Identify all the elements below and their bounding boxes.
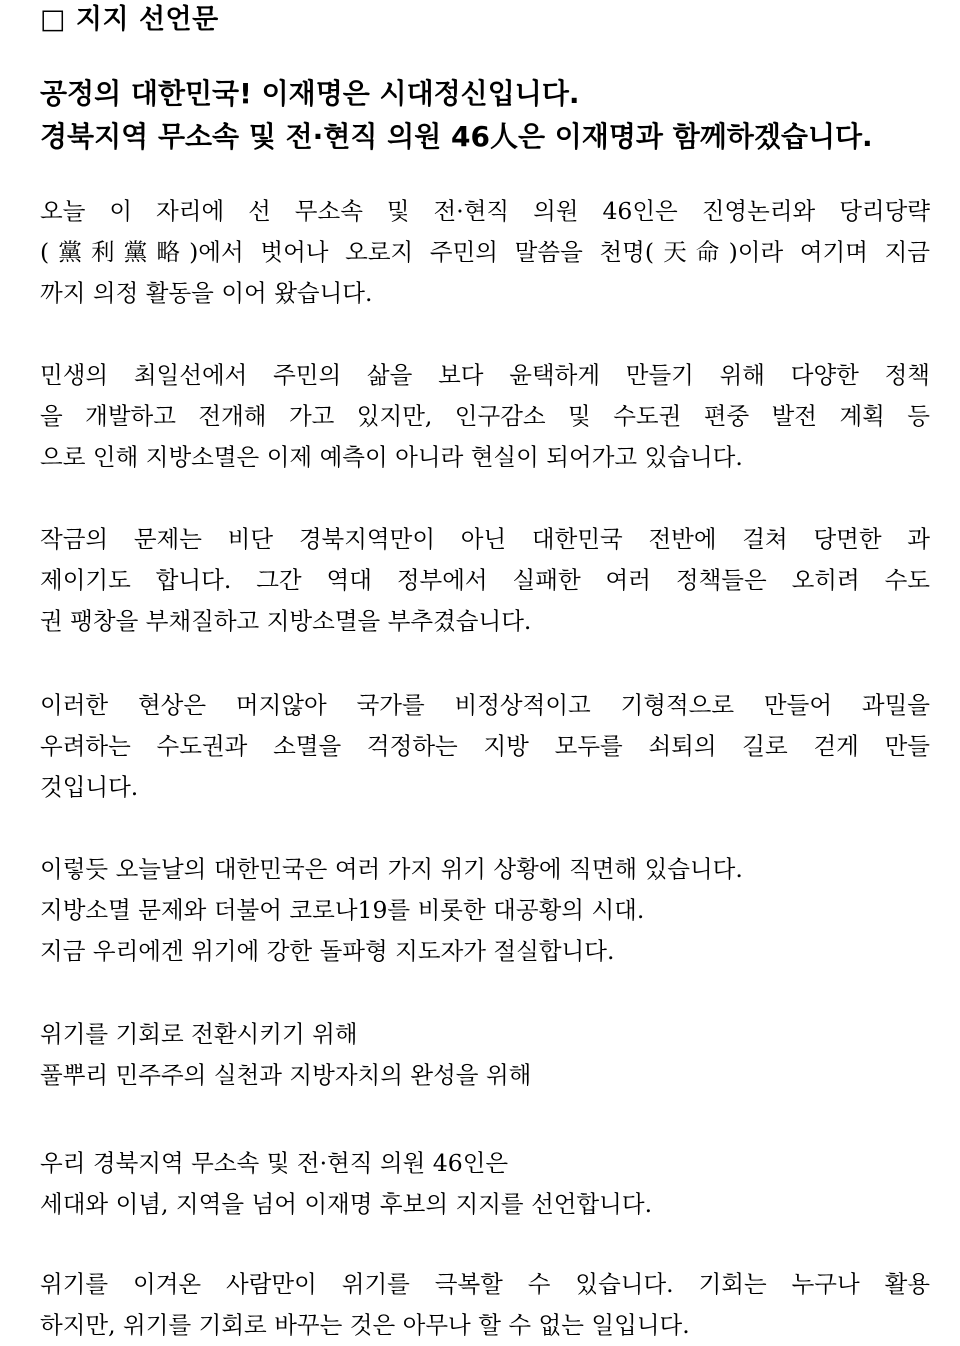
paragraph-line: 지금 우리에겐 위기에 강한 돌파형 지도자가 절실합니다. xyxy=(40,937,615,965)
paragraph-line: 을 개발하고 전개해 가고 있지만, 인구감소 및 수도권 편중 발전 계획 등 xyxy=(40,402,930,430)
section-title: □ 지지 선언문 xyxy=(40,4,219,35)
paragraph-line: 민생의 최일선에서 주민의 삶을 보다 윤택하게 만들기 위해 다양한 정책 xyxy=(40,361,930,389)
paragraph-5 xyxy=(40,849,930,972)
paragraph-line: 위기를 기회로 전환시키기 위해 xyxy=(40,1020,358,1048)
paragraph-4 xyxy=(40,685,930,808)
paragraph-3 xyxy=(40,519,930,642)
paragraph-line: 으로 인해 지방소멸은 이제 예측이 아니라 현실이 되어가고 있습니다. xyxy=(40,443,743,471)
paragraph-1 xyxy=(40,191,930,314)
paragraph-6 xyxy=(40,1014,930,1096)
paragraph-line: 까지 의정 활동을 이어 왔습니다. xyxy=(40,279,373,307)
paragraph-line: 오늘 이 자리에 선 무소속 및 전·현직 의원 46인은 진영논리와 당리당략 xyxy=(40,197,930,225)
headline-declaration: 경북지역 무소속 및 전·현직 의원 46人은 이재명과 함께하겠습니다. xyxy=(40,120,873,153)
paragraph-line: 우려하는 수도권과 소멸을 걱정하는 지방 모두를 쇠퇴의 길로 걷게 만들 xyxy=(40,732,930,760)
paragraph-line: 것입니다. xyxy=(40,773,139,801)
paragraph-line: 세대와 이념, 지역을 넘어 이재명 후보의 지지를 선언합니다. xyxy=(40,1190,653,1218)
paragraph-line: (黨利黨略)에서 벗어나 오로지 주민의 말씀을 천명(天命)이라 여기며 지금 xyxy=(40,238,930,266)
paragraph-line: 풀뿌리 민주주의 실천과 지방자치의 완성을 위해 xyxy=(40,1061,532,1089)
paragraph-2 xyxy=(40,355,930,478)
paragraph-line: 이러한 현상은 머지않아 국가를 비정상적이고 기형적으로 만들어 과밀을 xyxy=(40,691,930,719)
paragraph-line: 제이기도 합니다. 그간 역대 정부에서 실패한 여러 정책들은 오히려 수도 xyxy=(40,566,930,594)
paragraph-line: 하지만, 위기를 기회로 바꾸는 것은 아무나 할 수 없는 일입니다. xyxy=(40,1311,690,1339)
paragraph-line: 위기를 이겨온 사람만이 위기를 극복할 수 있습니다. 기회는 누구나 활용 xyxy=(40,1270,930,1298)
headline-slogan: 공정의 대한민국! 이재명은 시대정신입니다. xyxy=(40,77,580,110)
paragraph-line: 이렇듯 오늘날의 대한민국은 여러 가지 위기 상황에 직면해 있습니다. xyxy=(40,855,743,883)
paragraph-line: 지방소멸 문제와 더불어 코로나19를 비롯한 대공황의 시대. xyxy=(40,896,645,924)
paragraph-line: 작금의 문제는 비단 경북지역만이 아닌 대한민국 전반에 걸쳐 당면한 과 xyxy=(40,525,930,553)
paragraph-8 xyxy=(40,1264,930,1346)
paragraph-7 xyxy=(40,1143,930,1225)
paragraph-line: 권 팽창을 부채질하고 지방소멸을 부추겼습니다. xyxy=(40,607,532,635)
paragraph-line: 우리 경북지역 무소속 및 전·현직 의원 46인은 xyxy=(40,1149,509,1177)
